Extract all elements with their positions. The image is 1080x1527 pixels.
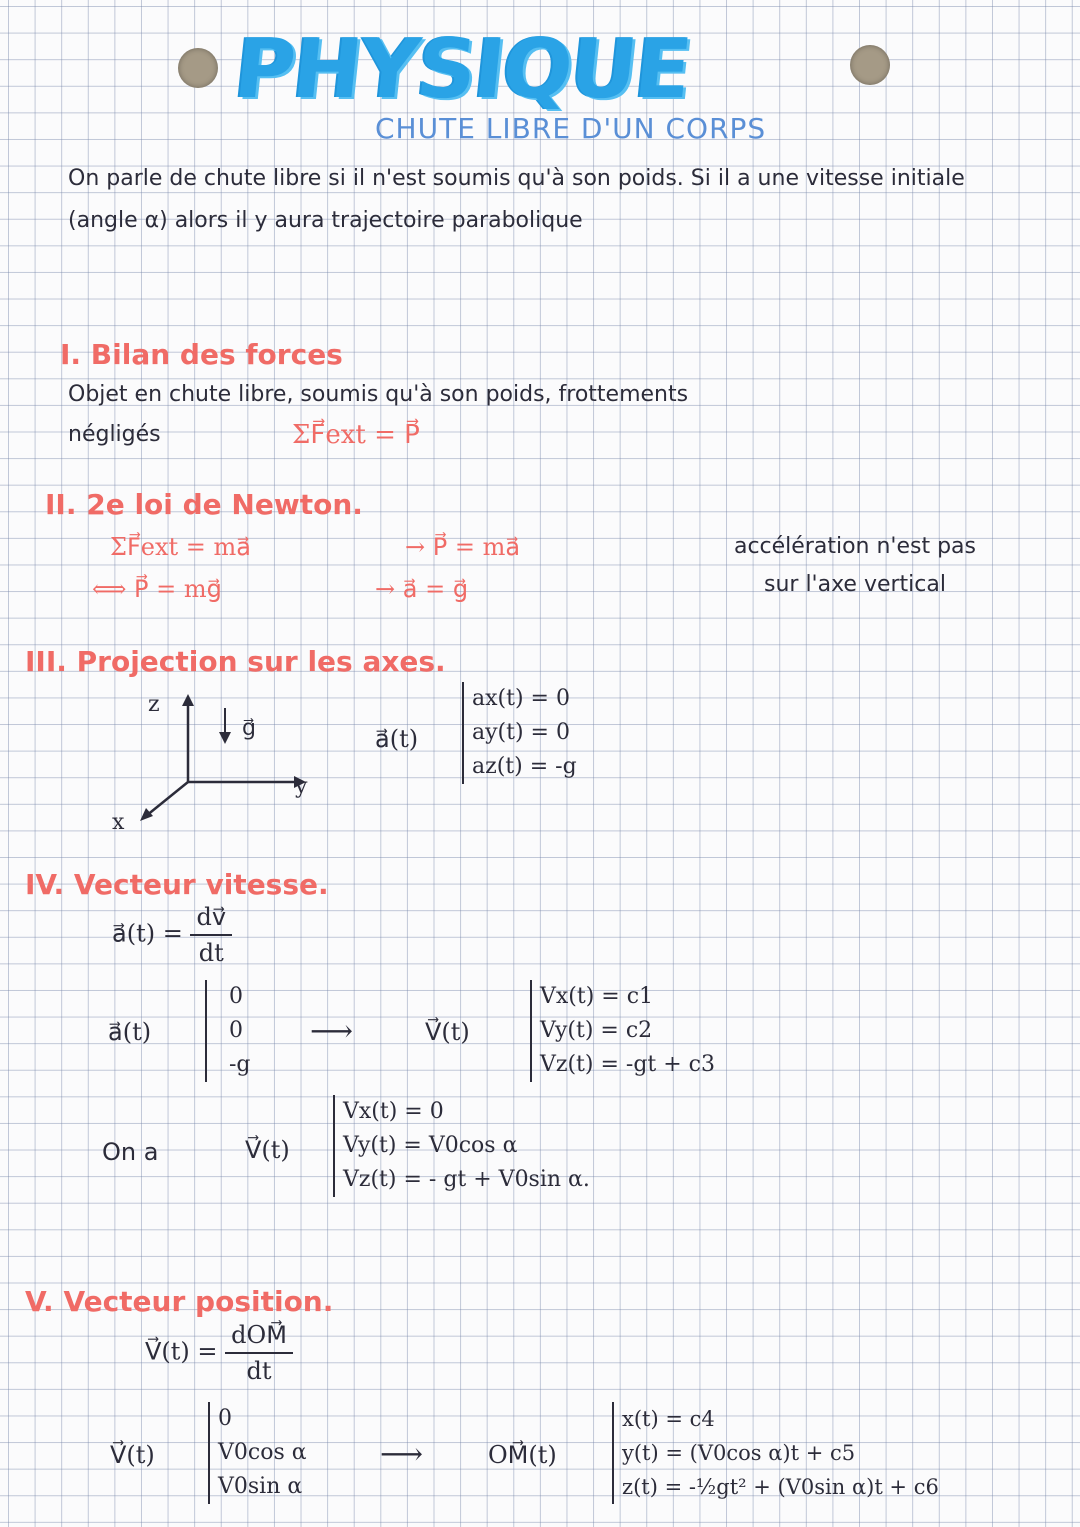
axis-x-label: x [112,810,125,835]
section-2-note-line2: sur l'axe vertical [764,572,946,597]
section-5-om-lhs: OM⃗(t) [488,1441,557,1469]
component-row: 0 [218,1406,232,1431]
g-vector-label: g⃗ [242,716,256,741]
section-4-heading: IV. Vecteur vitesse. [25,868,329,901]
page-title: PHYSIQUE [230,22,694,117]
page-subtitle: CHUTE LIBRE D'UN CORPS [375,112,767,145]
component-row: Vz(t) = - gt + V0sin α. [343,1167,590,1192]
axis-z-label: z [148,692,160,717]
component-row: ax(t) = 0 [472,686,570,711]
component-row: Vy(t) = V0cos α [343,1133,518,1158]
section-1-line2: négligés [68,422,161,447]
component-row: Vy(t) = c2 [540,1018,653,1043]
component-row: -g [229,1052,251,1077]
section-2-eq3: ⟺ P⃗ = mg⃗ [92,575,222,603]
component-row: Vx(t) = 0 [343,1099,444,1124]
component-row: V0cos α [218,1440,307,1465]
component-row: ay(t) = 0 [472,720,570,745]
section-2-eq1: ΣF⃗ext = ma⃗ [110,533,251,561]
section-1-heading: I. Bilan des forces [60,338,343,371]
section-4-on-a: On a [102,1138,159,1166]
component-row: 0 [229,984,243,1009]
section-1-line1: Objet en chute libre, soumis qu'à son poids, frottements [68,382,689,407]
fraction-denominator: dt [246,1357,272,1385]
section-2-heading: II. 2e loi de Newton. [45,488,363,521]
section-4-v-lhs: V⃗(t) [425,1018,470,1046]
axis-y-label: y [295,774,308,799]
section-5-definition [145,1318,293,1388]
section-1-equation: ΣF⃗ext = P⃗ [292,420,420,450]
component-row: V0sin α [218,1474,303,1499]
intro-paragraph: On parle de chute libre si il n'est soumis qu'à son poids. Si il a une vitesse initiale (angle α) alors il y aura trajectoire parabolique [68,166,965,233]
component-row: az(t) = -g [472,754,577,779]
component-row: Vx(t) = c1 [540,984,654,1009]
section-5-v-components [208,1402,307,1504]
component-row: 0 [229,1018,243,1043]
z-axis-arrowhead [182,694,194,706]
section-3-heading: III. Projection sur les axes. [25,645,446,678]
section-2-eq2: → P⃗ = ma⃗ [405,533,521,561]
section-4-a-components [205,980,251,1082]
x-axis-line [146,782,188,816]
section-5-arrow: ⟶ [380,1437,424,1472]
section-5-om-components [612,1402,939,1504]
section-4-arrow: ⟶ [310,1014,354,1049]
fraction-denominator: dt [198,939,224,967]
section-4-v-components [530,980,715,1082]
definition-lhs: a⃗(t) = [112,919,183,948]
punch-hole-left [178,48,218,88]
section-3-components [462,682,577,784]
fraction-numerator: dv⃗ [190,900,232,936]
fraction-numerator: dOM⃗ [225,1318,293,1354]
section-4-definition [112,900,232,970]
section-4-v2-components [333,1095,590,1197]
component-row: z(t) = -½gt² + (V0sin α)t + c6 [622,1475,939,1499]
section-3-lhs: a⃗(t) [375,725,419,753]
definition-fraction [190,900,232,970]
x-axis-arrowhead [140,808,153,821]
axes-diagram [100,690,330,830]
component-row: y(t) = (V0cos α)t + c5 [622,1441,856,1465]
definition-fraction [225,1318,293,1388]
punch-hole-right [850,45,890,85]
component-row: x(t) = c4 [622,1407,715,1431]
section-4-v2-lhs: V⃗(t) [245,1136,290,1164]
section-4-a-lhs: a⃗(t) [108,1018,152,1046]
section-2-note-line1: accélération n'est pas [733,534,977,559]
section-5-heading: V. Vecteur position. [25,1285,334,1318]
section-5-v-lhs: V⃗(t) [110,1441,155,1469]
g-vector-arrowhead [219,732,231,744]
definition-lhs: V⃗(t) = [145,1337,218,1366]
section-2-eq4: → a⃗ = g⃗ [375,575,469,603]
component-row: Vz(t) = -gt + c3 [540,1052,716,1077]
